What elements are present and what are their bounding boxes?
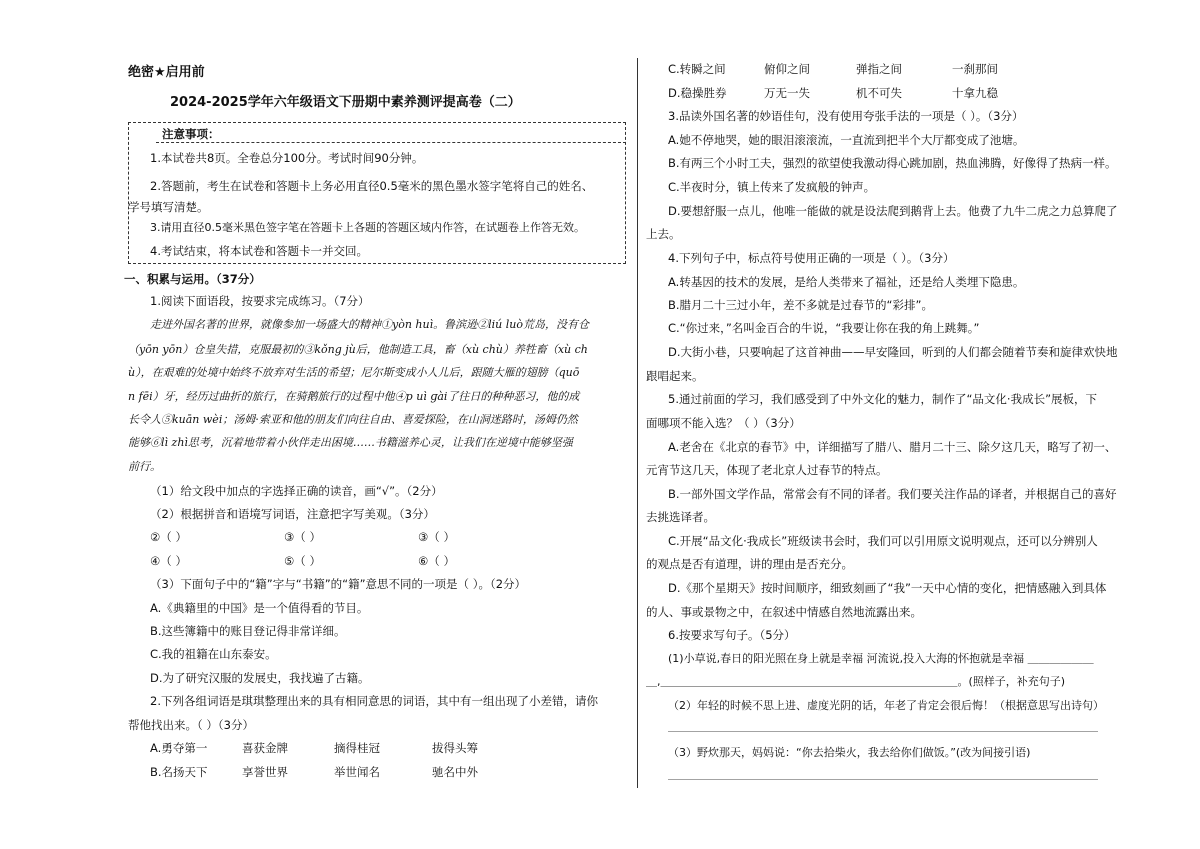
sub-question: （1）给文段中加点的字选择正确的读音，画“√”。（2分） — [150, 484, 443, 498]
question-3: 3.品读外国名著的妙语佳句，没有使用夸张手法的一项是（ ）。（3分） — [668, 109, 1024, 123]
option-word: A.勇夺第一 — [150, 741, 208, 755]
option-word: 喜获金牌 — [242, 741, 288, 755]
option: A.她不停地哭，她的眼泪滚滚流，一直流到把半个大厅都变成了池塘。 — [668, 133, 1025, 147]
question-1: 1.阅读下面语段，按要求完成练习。（7分） — [150, 294, 370, 308]
option-word: 驰名中外 — [432, 765, 478, 779]
option: A.老舍在《北京的春节》中，详细描写了腊八、腊月二十三、除夕这几天，略写了初一、 — [668, 440, 1117, 454]
option-word: 十拿九稳 — [952, 86, 998, 100]
option: A.《典籍里的中国》是一个值得看的节目。 — [150, 601, 369, 615]
option-cont: 元宵节这几天，体现了老北京人过春节的特点。 — [646, 463, 888, 477]
notice-item: 4.考试结束，将本试卷和答题卡一并交回。 — [150, 244, 368, 258]
question-2-cont: 帮他找出来。（ ）（3分） — [128, 718, 254, 732]
option-word: D.稳操胜券 — [668, 86, 727, 100]
answer-blank[interactable]: ③（ ） — [284, 530, 321, 544]
option-word: 拔得头筹 — [432, 741, 478, 755]
column-divider — [637, 58, 638, 788]
option-row — [150, 765, 478, 779]
option-word: C.转瞬之间 — [668, 62, 726, 76]
option-cont: 的人、事或景物之中，在叙述中情感自然地流露出来。 — [646, 605, 922, 619]
sub-question: （3）野炊那天，妈妈说：“你去拾柴火，我去给你们做饭。”(改为间接引语) — [668, 746, 1031, 759]
option-word: 享誉世界 — [242, 765, 288, 779]
option: B.这些簿籍中的账目登记得非常详细。 — [150, 624, 346, 638]
question-4: 4.下列句子中，标点符号使用正确的一项是（ ）。（3分） — [668, 251, 955, 265]
option-word: B.名扬天下 — [150, 765, 208, 779]
option-cont: 上去。 — [646, 227, 681, 241]
option-cont: 去挑选译者。 — [646, 510, 715, 524]
option-word: 俯仰之间 — [764, 62, 810, 76]
option-word: 摘得桂冠 — [334, 741, 380, 755]
option-word: 举世闻名 — [334, 765, 380, 779]
sub-question: （2）年轻的时候不思上进、虚度光阴的话，年老了肯定会很后悔！（根据意思写出诗句） — [668, 699, 1104, 712]
option: D.《那个星期天》按时间顺序，细致刻画了“我”一天中心情的变化，把情感融入到具体 — [668, 581, 1107, 595]
secret-label: 绝密★启用前 — [128, 65, 205, 80]
answer-blank[interactable]: ④（ ） — [150, 554, 187, 568]
option: C.我的祖籍在山东泰安。 — [150, 647, 277, 661]
option: B.腊月二十三过小年，差不多就是过春节的“彩排”。 — [668, 298, 933, 312]
passage-line: n fēi）牙，经历过曲折的旅行，在骑鹅旅行的过程中他④p uì ɡài了往日的种种恶习，他的成 — [128, 390, 580, 403]
answer-blank[interactable]: ⑥（ ） — [418, 554, 455, 568]
section-heading: 一、积累与运用。（37分） — [124, 272, 261, 286]
option: C.“你过来，”名叫金百合的牛说，“我要让你在我的角上跳舞。” — [668, 321, 980, 335]
passage-line: 前行。 — [128, 460, 161, 473]
option-cont: 跟唱起来。 — [646, 369, 704, 383]
sub-question: (1)小草说,春日的阳光照在身上就是幸福 河流说,投入大海的怀抱就是幸福 ＿＿＿＿＿＿ — [668, 652, 1094, 665]
option: D.为了研究汉服的发展史，我找遍了古籍。 — [150, 671, 370, 685]
option-word: 弹指之间 — [856, 62, 902, 76]
question-5: 5.通过前面的学习，我们感受到了中外文化的魅力，制作了“品文化·我成长”展板，下 — [668, 392, 1098, 406]
option: B.一部外国文学作品，常常会有不同的译者。我们要关注作品的译者，并根据自己的喜好 — [668, 487, 1117, 501]
notice-item: 2.答题前，考生在试卷和答题卡上务必用直径0.5毫米的黑色墨水签字笔将自己的姓名、 — [150, 179, 594, 193]
option: B.有两三个小时工夫，强烈的欲望使我激动得心跳加剧，热血沸腾，好像得了热病一样。 — [668, 156, 1117, 170]
question-6: 6.按要求写句子。（5分） — [668, 628, 796, 642]
sub-question: （2）根据拼音和语境写词语，注意把字写美观。（3分） — [150, 507, 435, 521]
question-5-cont: 面哪项不能入选？（ ）（3分） — [646, 416, 801, 430]
notice-header-box — [156, 122, 626, 143]
notice-item: 学号填写清楚。 — [128, 200, 209, 214]
option: A.转基因的技术的发展，是给人类带来了福祉，还是给人类埋下隐患。 — [668, 275, 1025, 289]
passage-line: ù），在艰难的处境中始终不放弃对生活的希望；尼尔斯变成小人儿后，跟随大雁的翅膀（quō — [128, 366, 580, 379]
answer-line[interactable]: ＿＿＿＿＿＿＿＿＿＿＿＿＿＿＿＿＿＿＿＿＿＿＿＿＿＿＿＿＿＿＿＿＿＿＿＿＿＿＿＿＿＿＿ — [668, 723, 1098, 734]
notice-item: 1.本试卷共8页。全卷总分100分。考试时间90分钟。 — [150, 151, 424, 165]
option-row — [150, 741, 478, 755]
option-cont: 的观点是否有道理，讲的理由是否充分。 — [646, 557, 853, 571]
answer-blank[interactable]: ③（ ） — [418, 530, 455, 544]
passage-line: 能够⑥lì zhì思考，沉着地带着小伙伴走出困境……书籍滋养心灵，让我们在逆境中能够坚强 — [128, 436, 573, 449]
notice-item: 3.请用直径0.5毫米黑色签字笔在答题卡上各题的答题区域内作答，在试题卷上作答无效。 — [150, 221, 585, 234]
blank-row — [150, 530, 455, 544]
answer-line[interactable]: ＿＿＿＿＿＿＿＿＿＿＿＿＿＿＿＿＿＿＿＿＿＿＿＿＿＿＿＿＿＿＿＿＿＿＿＿＿＿＿＿＿＿＿ — [668, 771, 1098, 782]
passage-line: 长令人⑤kuān wèi；汤姆·索亚和他的朋友们向往自由、喜爱探险，在山洞迷路时，汤姆仍然 — [128, 413, 578, 426]
option-word: 万无一失 — [764, 86, 810, 100]
answer-blank[interactable]: ⑤（ ） — [284, 554, 321, 568]
option: D.要想舒服一点儿，他唯一能做的就是设法爬到鹅背上去。他费了九牛二虎之力总算爬了 — [668, 204, 1118, 218]
sub-question: （3）下面句子中的“籍”字与“书籍”的“籍”意思不同的一项是（ ）。（2分） — [150, 577, 527, 591]
passage-line: （yōn yōn）仓皇失措，克服最初的③kǒng jù后，他制造工具，畜（xù chù）养牲畜（xù ch — [128, 343, 588, 356]
passage-line: 走进外国名著的世界，就像参加一场盛大的精神①yòn huì。鲁滨逊②liú luò荒岛，没有仓 — [150, 318, 589, 331]
option-word: 机不可失 — [856, 86, 902, 100]
notice-box — [128, 122, 626, 264]
notice-label: 注意事项： — [162, 127, 220, 141]
option: C.开展“品文化·我成长”班级读书会时，我们可以引用原文说明观点，还可以分辨别人 — [668, 534, 1098, 548]
answer-line[interactable]: ＿,＿＿＿＿＿＿＿＿＿＿＿＿＿＿＿＿＿＿＿＿＿＿＿＿＿＿＿。(照样子，补充句子) — [646, 675, 1066, 688]
option-word: 一刹那间 — [952, 62, 998, 76]
answer-blank[interactable]: ②（ ） — [150, 530, 187, 544]
exam-title: 2024-2025学年六年级语文下册期中素养测评提高卷（二） — [170, 95, 521, 110]
blank-row — [150, 554, 455, 568]
option: D.大街小巷，只要响起了这首神曲——早安隆回，听到的人们都会随着节奏和旋律欢快地 — [668, 345, 1118, 359]
option-row — [668, 62, 998, 76]
question-2: 2.下列各组词语是琪琪整理出来的具有相同意思的词语，其中有一组出现了小差错，请你 — [150, 694, 598, 708]
option-row — [668, 86, 998, 100]
option: C.半夜时分，镇上传来了发疯般的钟声。 — [668, 180, 876, 194]
